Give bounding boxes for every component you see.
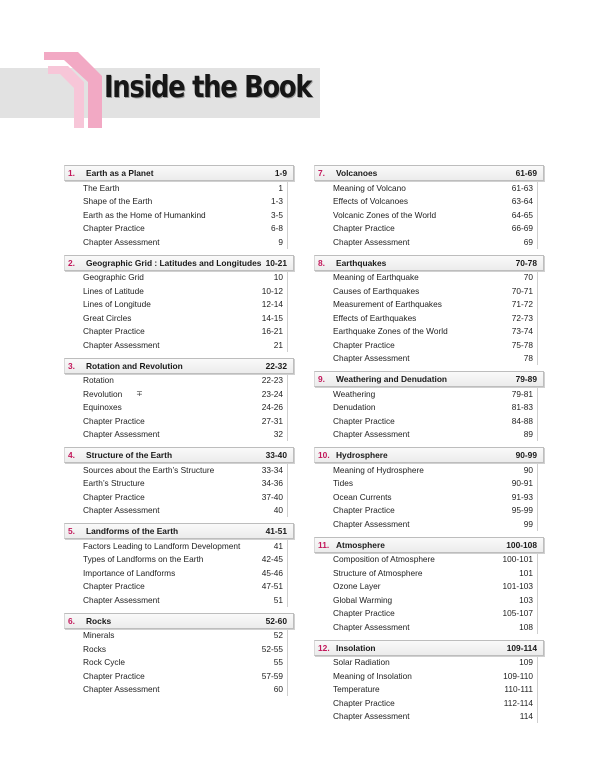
- chapter-title: Structure of the Earth: [86, 450, 173, 460]
- chapter-title: Earthquakes: [336, 257, 387, 268]
- chapter-pages: 79-89: [515, 374, 537, 384]
- entry-pages: 103: [519, 594, 533, 605]
- entry-pages: 66-69: [511, 223, 533, 234]
- chapter-title: Volcanoes: [336, 168, 378, 178]
- toc-chapter: [64, 255, 294, 352]
- chapter-pages: 90-99: [515, 450, 537, 460]
- entry-pages: 110-111: [504, 684, 533, 695]
- entry-label: Rock Cycle: [83, 657, 125, 668]
- toc-entry[interactable]: [64, 387, 287, 401]
- entry-label: Chapter Assessment: [333, 429, 410, 440]
- entry-pages: 109-110: [503, 670, 533, 681]
- entry-label: Revolution: [83, 388, 123, 399]
- entry-pages: 52-55: [261, 643, 283, 654]
- chapter-number: 11.: [318, 539, 330, 550]
- toc-entry[interactable]: [314, 683, 537, 697]
- entry-label: Chapter Practice: [333, 339, 395, 350]
- toc-entry[interactable]: [64, 195, 287, 209]
- entry-label: Structure of Atmosphere: [333, 567, 423, 578]
- toc-entry[interactable]: [64, 325, 287, 339]
- entry-label: Ozone Layer: [333, 581, 381, 592]
- chapter-title: Atmosphere: [336, 539, 385, 550]
- toc-entry[interactable]: [64, 463, 287, 477]
- entry-label: Rocks: [83, 643, 107, 654]
- entry-pages: 10-12: [261, 285, 283, 296]
- entry-pages: 63-64: [511, 196, 533, 207]
- entry-label: Chapter Practice: [333, 415, 395, 426]
- toc-entry[interactable]: [314, 607, 537, 621]
- entry-pages: 12-14: [261, 299, 283, 310]
- toc-entry[interactable]: [314, 352, 537, 366]
- toc-entry[interactable]: [314, 222, 537, 236]
- entry-pages: 61-63: [511, 182, 533, 193]
- chapter-number: 5.: [68, 526, 75, 536]
- entry-label: Lines of Longitude: [83, 299, 151, 310]
- entry-label: Earth’s Structure: [83, 478, 145, 489]
- chapter-heading[interactable]: [314, 371, 544, 387]
- toc-entry[interactable]: [314, 593, 537, 607]
- toc-entry[interactable]: [64, 669, 287, 683]
- entry-pages: 109: [519, 657, 533, 668]
- toc-entry[interactable]: [314, 311, 537, 325]
- entry-label: Importance of Landforms: [83, 567, 176, 578]
- toc-entry[interactable]: [64, 683, 287, 697]
- toc-left-column: [64, 165, 294, 702]
- entry-pages: 112-114: [503, 697, 533, 708]
- toc-entry[interactable]: [314, 656, 537, 670]
- chapter-title: Geographic Grid : Latitudes and Longitudes: [86, 257, 262, 268]
- entry-pages: 22-23: [261, 375, 283, 386]
- entry-pages: 27-31: [261, 415, 283, 426]
- chapter-pages: 10-21: [265, 257, 287, 268]
- entry-label: Rotation: [83, 375, 114, 386]
- entry-pages: 95-99: [511, 505, 533, 516]
- entry-label: Lines of Latitude: [83, 285, 144, 296]
- entry-pages: 40: [273, 505, 283, 516]
- toc-entry[interactable]: [64, 580, 287, 594]
- entry-pages: 9: [278, 236, 283, 247]
- entry-pages: 72-73: [511, 312, 533, 323]
- entry-label: Chapter Practice: [83, 581, 145, 592]
- entry-label: Measurement of Earthquakes: [333, 299, 442, 310]
- margin-mark: ∓: [136, 389, 143, 398]
- chapter-title: Hydrosphere: [336, 450, 388, 460]
- chapter-number: 7.: [318, 168, 325, 178]
- chapter-topics: [314, 463, 538, 531]
- toc-entry[interactable]: [64, 593, 287, 607]
- toc-entry[interactable]: [64, 271, 287, 285]
- entry-label: Denudation: [333, 402, 376, 413]
- entry-pages: 99: [523, 518, 533, 529]
- chapter-number: 10.: [318, 450, 330, 460]
- entry-label: Chapter Assessment: [333, 236, 410, 247]
- toc-entry[interactable]: [64, 208, 287, 222]
- entry-label: Chapter Assessment: [333, 621, 410, 632]
- chapter-number: 3.: [68, 360, 75, 371]
- entry-label: Chapter Assessment: [333, 353, 410, 364]
- entry-label: Chapter Practice: [333, 697, 395, 708]
- entry-label: Sources about the Earth’s Structure: [83, 464, 215, 475]
- entry-label: Chapter Assessment: [83, 594, 160, 605]
- entry-pages: 81-83: [511, 402, 533, 413]
- toc-entry[interactable]: [64, 222, 287, 236]
- toc-entry[interactable]: [314, 271, 537, 285]
- toc-entry[interactable]: [314, 463, 537, 477]
- entry-label: Types of Landforms on the Earth: [83, 554, 204, 565]
- entry-pages: 70: [523, 272, 533, 283]
- entry-pages: 84-88: [511, 415, 533, 426]
- chapter-title: Landforms of the Earth: [86, 526, 179, 536]
- entry-label: Chapter Practice: [333, 223, 395, 234]
- chapter-topics: [314, 271, 538, 366]
- entry-pages: 55: [273, 657, 283, 668]
- chapter-title: Weathering and Denudation: [336, 374, 448, 384]
- entry-label: Chapter Practice: [333, 505, 395, 516]
- chapter-title: Rocks: [86, 615, 112, 626]
- chapter-heading[interactable]: [314, 640, 544, 656]
- chapter-topics: [64, 539, 288, 607]
- entry-label: Earthquake Zones of the World: [333, 326, 448, 337]
- toc-entry[interactable]: [314, 208, 537, 222]
- chapter-heading[interactable]: [314, 165, 544, 181]
- chapter-heading[interactable]: [64, 447, 294, 463]
- toc-chapter: [314, 371, 544, 441]
- entry-label: Effects of Earthquakes: [333, 312, 417, 323]
- entry-label: Factors Leading to Landform Development: [83, 540, 241, 551]
- entry-pages: 101-103: [502, 581, 533, 592]
- entry-pages: 101: [519, 567, 533, 578]
- toc-entry[interactable]: [64, 235, 287, 249]
- entry-label: Composition of Atmosphere: [333, 554, 435, 565]
- toc-entry[interactable]: [314, 325, 537, 339]
- entry-pages: 10: [273, 272, 283, 283]
- entry-label: The Earth: [83, 182, 120, 193]
- entry-pages: 45-46: [261, 567, 283, 578]
- entry-label: Chapter Practice: [83, 415, 145, 426]
- entry-label: Minerals: [83, 630, 115, 641]
- toc-chapter: [314, 640, 544, 724]
- entry-pages: 16-21: [261, 326, 283, 337]
- entry-label: Temperature: [333, 684, 380, 695]
- chapter-heading[interactable]: [314, 255, 544, 271]
- entry-pages: 1-3: [271, 196, 283, 207]
- entry-pages: 90: [523, 464, 533, 475]
- chapter-topics: [314, 553, 538, 634]
- entry-pages: 41: [273, 540, 283, 551]
- chapter-pages: 100-108: [506, 539, 537, 550]
- entry-pages: 33-34: [261, 464, 283, 475]
- chapter-pages: 52-60: [265, 615, 287, 626]
- toc-entry[interactable]: [314, 477, 537, 491]
- toc-chapter: [314, 537, 544, 634]
- entry-pages: 57-59: [261, 670, 283, 681]
- toc-entry[interactable]: [314, 490, 537, 504]
- entry-pages: 21: [273, 339, 283, 350]
- chapter-pages: 109-114: [506, 642, 537, 653]
- chapter-heading[interactable]: [64, 165, 294, 181]
- chapter-number: 12.: [318, 642, 330, 653]
- entry-pages: 64-65: [511, 209, 533, 220]
- entry-pages: 34-36: [261, 478, 283, 489]
- toc-entry[interactable]: [64, 181, 287, 195]
- chapter-heading[interactable]: [314, 537, 544, 553]
- chapter-topics: [64, 374, 288, 442]
- chapter-pages: 33-40: [265, 450, 287, 460]
- entry-pages: 3-5: [271, 209, 283, 220]
- toc-entry[interactable]: [314, 669, 537, 683]
- entry-pages: 69: [523, 236, 533, 247]
- toc-entry[interactable]: [64, 477, 287, 491]
- toc-right-column: [314, 165, 544, 729]
- toc-chapter: [64, 447, 294, 517]
- entry-label: Meaning of Hydrosphere: [333, 464, 424, 475]
- toc-entry[interactable]: [314, 401, 537, 415]
- toc-chapter: [64, 523, 294, 607]
- toc-entry[interactable]: [314, 414, 537, 428]
- toc-chapter: [64, 613, 294, 697]
- entry-pages: 71-72: [511, 299, 533, 310]
- entry-label: Weathering: [333, 388, 376, 399]
- toc-entry[interactable]: [64, 298, 287, 312]
- entry-label: Chapter Assessment: [83, 505, 160, 516]
- entry-label: Causes of Earthquakes: [333, 285, 420, 296]
- toc-entry[interactable]: [314, 298, 537, 312]
- toc-chapter: [314, 165, 544, 249]
- toc-entry[interactable]: [64, 490, 287, 504]
- entry-label: Chapter Assessment: [83, 684, 160, 695]
- toc-entry[interactable]: [64, 566, 287, 580]
- toc-entry[interactable]: [314, 620, 537, 634]
- entry-label: Meaning of Insolation: [333, 670, 412, 681]
- toc-entry[interactable]: [64, 284, 287, 298]
- chapter-number: 2.: [68, 257, 75, 268]
- toc-entry[interactable]: [64, 414, 287, 428]
- entry-label: Chapter Practice: [83, 223, 145, 234]
- chapter-number: 1.: [68, 168, 75, 178]
- entry-pages: 42-45: [261, 554, 283, 565]
- toc-entry[interactable]: [314, 284, 537, 298]
- entry-pages: 91-93: [511, 491, 533, 502]
- chapter-title: Insolation: [336, 642, 376, 653]
- toc-entry[interactable]: [314, 696, 537, 710]
- toc-entry[interactable]: [314, 338, 537, 352]
- toc-entry[interactable]: [314, 710, 537, 724]
- entry-label: Global Warming: [333, 594, 393, 605]
- toc-entry[interactable]: [314, 235, 537, 249]
- toc-entry[interactable]: [64, 504, 287, 518]
- toc-entry[interactable]: [64, 629, 287, 643]
- chapter-heading[interactable]: [64, 523, 294, 539]
- chapter-topics: [314, 656, 538, 724]
- chapter-topics: [64, 181, 288, 249]
- entry-pages: 23-24: [261, 388, 283, 399]
- entry-pages: 47-51: [261, 581, 283, 592]
- entry-pages: 1: [278, 182, 283, 193]
- chapter-topics: [314, 387, 538, 441]
- chapter-topics: [64, 463, 288, 517]
- entry-pages: 105-107: [502, 608, 533, 619]
- toc-chapter: [314, 255, 544, 366]
- entry-pages: 100-101: [502, 554, 533, 565]
- toc-entry[interactable]: [314, 387, 537, 401]
- toc-entry[interactable]: [314, 428, 537, 442]
- entry-label: Chapter Practice: [83, 326, 145, 337]
- toc-entry[interactable]: [64, 428, 287, 442]
- entry-pages: 14-15: [261, 312, 283, 323]
- entry-label: Meaning of Earthquake: [333, 272, 419, 283]
- entry-label: Chapter Practice: [83, 491, 145, 502]
- chapter-number: 9.: [318, 374, 325, 384]
- toc-entry[interactable]: [314, 195, 537, 209]
- toc-entry[interactable]: [64, 539, 287, 553]
- toc-entry[interactable]: [314, 181, 537, 195]
- entry-label: Chapter Practice: [333, 608, 395, 619]
- toc-entry[interactable]: [314, 504, 537, 518]
- entry-pages: 52: [273, 630, 283, 641]
- toc-entry[interactable]: [64, 553, 287, 567]
- chapter-heading[interactable]: [64, 255, 294, 271]
- entry-pages: 79-81: [511, 388, 533, 399]
- entry-label: Solar Radiation: [333, 657, 390, 668]
- toc-chapter: [64, 358, 294, 442]
- chapter-pages: 41-51: [265, 526, 287, 536]
- entry-label: Chapter Assessment: [333, 518, 410, 529]
- chapter-topics: [314, 181, 538, 249]
- toc-entry[interactable]: [64, 401, 287, 415]
- toc-entry[interactable]: [314, 553, 537, 567]
- entry-label: Chapter Assessment: [83, 339, 160, 350]
- entry-pages: 6-8: [271, 223, 283, 234]
- entry-label: Effects of Volcanoes: [333, 196, 409, 207]
- entry-pages: 60: [273, 684, 283, 695]
- entry-label: Chapter Assessment: [333, 711, 410, 722]
- entry-pages: 32: [273, 429, 283, 440]
- chapter-pages: 70-78: [515, 257, 537, 268]
- entry-label: Earth as the Home of Humankind: [83, 209, 206, 220]
- toc-entry[interactable]: [314, 580, 537, 594]
- chapter-number: 8.: [318, 257, 325, 268]
- toc-entry[interactable]: [314, 566, 537, 580]
- entry-label: Chapter Assessment: [83, 429, 160, 440]
- entry-pages: 89: [523, 429, 533, 440]
- toc-entry[interactable]: [64, 374, 287, 388]
- toc-entry[interactable]: [64, 338, 287, 352]
- entry-label: Geographic Grid: [83, 272, 144, 283]
- entry-pages: 51: [273, 594, 283, 605]
- chapter-title: Rotation and Revolution: [86, 360, 183, 371]
- entry-label: Chapter Practice: [83, 670, 145, 681]
- entry-pages: 78: [523, 353, 533, 364]
- chapter-heading[interactable]: [314, 447, 544, 463]
- chapter-number: 4.: [68, 450, 75, 460]
- entry-label: Great Circles: [83, 312, 132, 323]
- entry-pages: 90-91: [511, 478, 533, 489]
- toc-entry[interactable]: [64, 656, 287, 670]
- chapter-topics: [64, 271, 288, 352]
- chapter-topics: [64, 629, 288, 697]
- chapter-title: Earth as a Planet: [86, 168, 154, 178]
- entry-pages: 75-78: [511, 339, 533, 350]
- toc-entry[interactable]: [64, 642, 287, 656]
- page-title: Inside the Book: [104, 70, 312, 105]
- entry-pages: 70-71: [511, 285, 533, 296]
- entry-label: Shape of the Earth: [83, 196, 153, 207]
- toc-chapter: [64, 165, 294, 249]
- entry-pages: 24-26: [261, 402, 283, 413]
- chapter-heading[interactable]: [64, 358, 294, 374]
- chapter-pages: 22-32: [265, 360, 287, 371]
- toc-chapter: [314, 447, 544, 531]
- entry-label: Tides: [333, 478, 353, 489]
- entry-pages: 73-74: [511, 326, 533, 337]
- chapter-number: 6.: [68, 615, 75, 626]
- entry-label: Ocean Currents: [333, 491, 392, 502]
- entry-pages: 114: [519, 711, 533, 722]
- pink-accent-shape: [44, 52, 102, 128]
- entry-pages: 108: [519, 621, 533, 632]
- entry-pages: 37-40: [261, 491, 283, 502]
- entry-label: Volcanic Zones of the World: [333, 209, 437, 220]
- entry-label: Equinoxes: [83, 402, 122, 413]
- toc-entry[interactable]: [64, 311, 287, 325]
- chapter-heading[interactable]: [64, 613, 294, 629]
- entry-label: Meaning of Volcano: [333, 182, 406, 193]
- chapter-pages: 61-69: [515, 168, 537, 178]
- entry-label: Chapter Assessment: [83, 236, 160, 247]
- chapter-pages: 1-9: [274, 168, 287, 178]
- toc-entry[interactable]: [314, 517, 537, 531]
